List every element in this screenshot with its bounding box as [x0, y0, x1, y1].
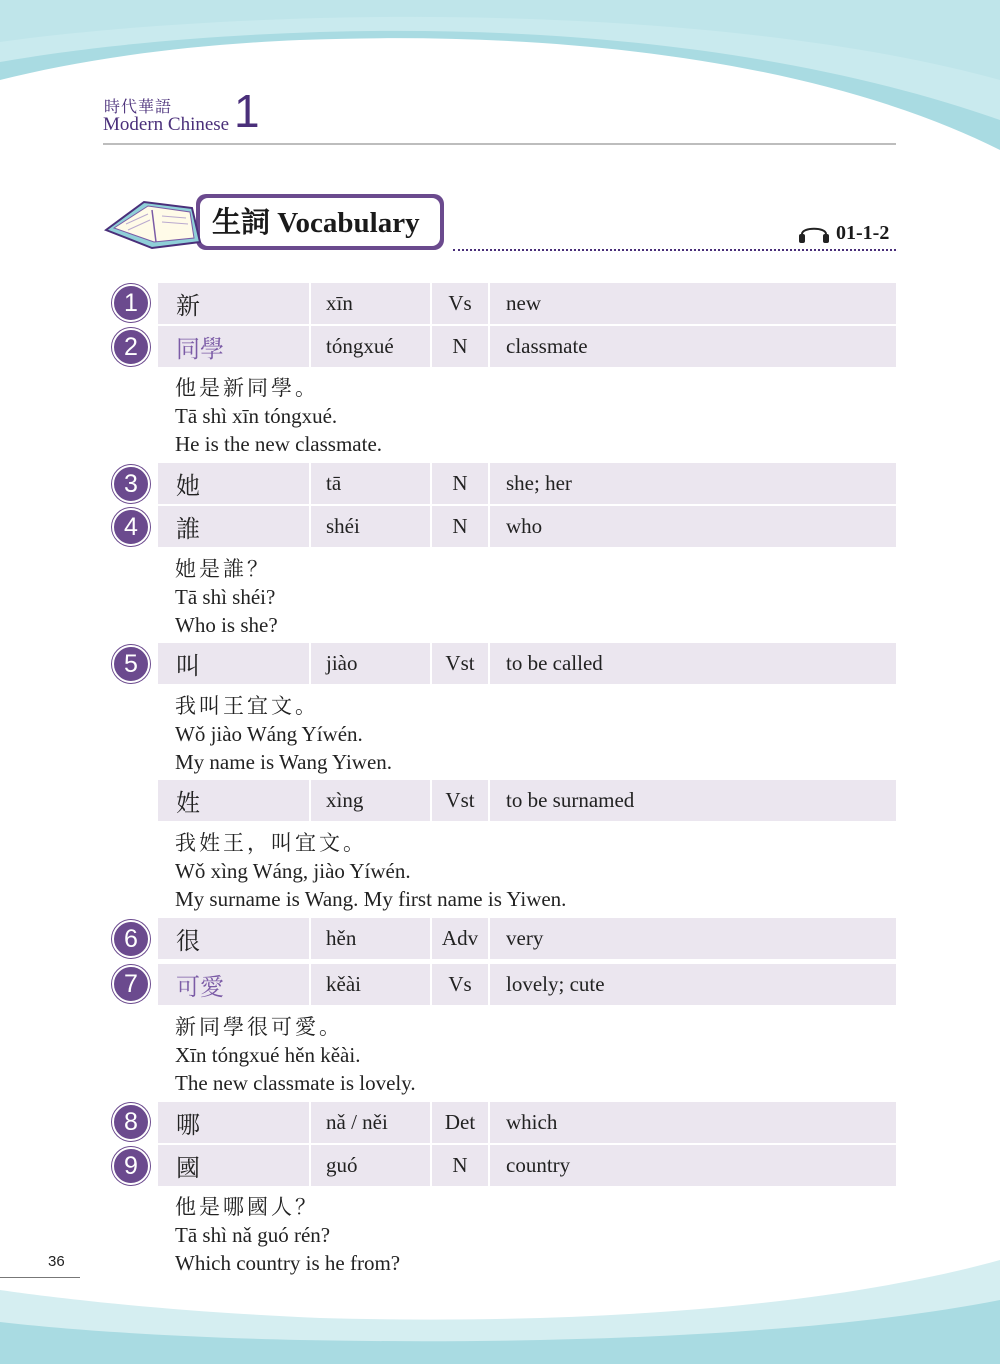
example-english: My name is Wang Yiwen. — [175, 750, 393, 774]
vocab-pinyin: kěài — [311, 964, 430, 1005]
vocab-meaning: to be called — [490, 643, 896, 684]
vocab-number: 2 — [112, 328, 150, 366]
example-hanzi: 我叫王宜文。 — [175, 694, 319, 718]
example-english: The new classmate is lovely. — [175, 1071, 416, 1095]
example-pinyin: Tā shì nǎ guó rén? — [175, 1223, 331, 1247]
vocab-pos: N — [432, 326, 488, 367]
example-sentence — [175, 555, 278, 639]
vocab-pinyin: tā — [311, 463, 430, 504]
vocab-hanzi: 新 — [158, 283, 309, 324]
example-hanzi: 她是誰？ — [175, 557, 271, 581]
vocab-hanzi: 同學 — [158, 326, 309, 367]
audio-track-label: 01-1-2 — [836, 222, 890, 244]
book-title-en: Modern Chinese — [103, 114, 230, 135]
example-sentence — [175, 692, 392, 776]
volume-number: 1 — [234, 85, 260, 137]
vocab-meaning: classmate — [490, 326, 896, 367]
vocab-number: 8 — [112, 1103, 150, 1141]
dotted-divider — [453, 249, 896, 251]
example-hanzi: 他是新同學。 — [175, 376, 319, 400]
vocab-row — [158, 1145, 896, 1186]
vocab-pos: Det — [432, 1102, 488, 1143]
example-english: My surname is Wang. My first name is Yiwen. — [175, 887, 567, 911]
example-hanzi: 新同學很可愛。 — [175, 1015, 343, 1039]
book-title-zh: 時代華語 — [104, 97, 173, 116]
vocab-number: 1 — [112, 284, 150, 322]
vocab-pos: N — [432, 1145, 488, 1186]
vocab-pos: Adv — [432, 918, 488, 959]
example-pinyin: Wǒ jiào Wáng Yíwén. — [175, 722, 363, 746]
vocab-pos: Vst — [432, 643, 488, 684]
example-pinyin: Tā shì xīn tóngxué. — [175, 404, 338, 428]
vocab-row — [158, 506, 896, 547]
example-sentence — [175, 1013, 416, 1097]
example-pinyin: Wǒ xìng Wáng, jiào Yíwén. — [175, 859, 411, 883]
vocab-row — [158, 918, 896, 959]
example-hanzi: 我姓王，叫宜文。 — [175, 831, 367, 855]
vocab-number: 4 — [112, 508, 150, 546]
vocab-pinyin: xìng — [311, 780, 430, 821]
example-sentence — [175, 1193, 400, 1277]
vocab-pinyin: hěn — [311, 918, 430, 959]
vocab-pinyin: nǎ / něi — [311, 1102, 430, 1143]
page-number-rule — [0, 1277, 80, 1278]
example-english: He is the new classmate. — [175, 432, 383, 456]
vocab-pos: N — [432, 463, 488, 504]
vocab-hanzi: 她 — [158, 463, 309, 504]
vocab-hanzi: 叫 — [158, 643, 309, 684]
example-pinyin: Tā shì shéi? — [175, 585, 276, 609]
vocab-meaning: country — [490, 1145, 896, 1186]
vocab-pos: Vs — [432, 283, 488, 324]
vocab-hanzi: 國 — [158, 1145, 309, 1186]
example-sentence — [175, 374, 382, 458]
header-divider — [103, 143, 896, 145]
vocab-pinyin: tóngxué — [311, 326, 430, 367]
vocab-pos: Vst — [432, 780, 488, 821]
headphones-icon — [798, 224, 830, 244]
vocab-meaning: which — [490, 1102, 896, 1143]
vocab-row — [158, 643, 896, 684]
vocab-pinyin: xīn — [311, 283, 430, 324]
vocab-pinyin: guó — [311, 1145, 430, 1186]
vocab-hanzi: 很 — [158, 918, 309, 959]
vocab-number: 7 — [112, 965, 150, 1003]
vocab-number: 6 — [112, 920, 150, 958]
vocab-pinyin: shéi — [311, 506, 430, 547]
page-number: 36 — [48, 1253, 65, 1270]
vocab-hanzi: 可愛 — [158, 964, 309, 1005]
example-english: Who is she? — [175, 613, 278, 637]
vocab-hanzi: 哪 — [158, 1102, 309, 1143]
example-english: Which country is he from? — [175, 1251, 401, 1275]
vocab-row — [158, 463, 896, 504]
vocab-pos: N — [432, 506, 488, 547]
vocab-number: 3 — [112, 465, 150, 503]
vocab-meaning: to be surnamed — [490, 780, 896, 821]
vocab-row — [158, 964, 896, 1005]
vocab-pos: Vs — [432, 964, 488, 1005]
vocab-row — [158, 326, 896, 367]
vocab-number: 5 — [112, 645, 150, 683]
vocab-hanzi: 姓 — [158, 780, 309, 821]
section-title: 生詞 Vocabulary — [212, 207, 420, 239]
vocab-meaning: lovely; cute — [490, 964, 896, 1005]
example-hanzi: 他是哪國人？ — [175, 1195, 319, 1219]
vocab-meaning: very — [490, 918, 896, 959]
vocab-meaning: she; her — [490, 463, 896, 504]
audio-track[interactable] — [798, 222, 889, 245]
vocab-hanzi: 誰 — [158, 506, 309, 547]
example-sentence — [175, 829, 566, 913]
vocab-meaning: who — [490, 506, 896, 547]
example-pinyin: Xīn tóngxué hěn kěài. — [175, 1043, 361, 1067]
vocab-meaning: new — [490, 283, 896, 324]
vocab-number: 9 — [112, 1147, 150, 1185]
vocab-pinyin: jiào — [311, 643, 430, 684]
vocab-row — [158, 283, 896, 324]
vocab-row — [158, 780, 896, 821]
vocab-row — [158, 1102, 896, 1143]
